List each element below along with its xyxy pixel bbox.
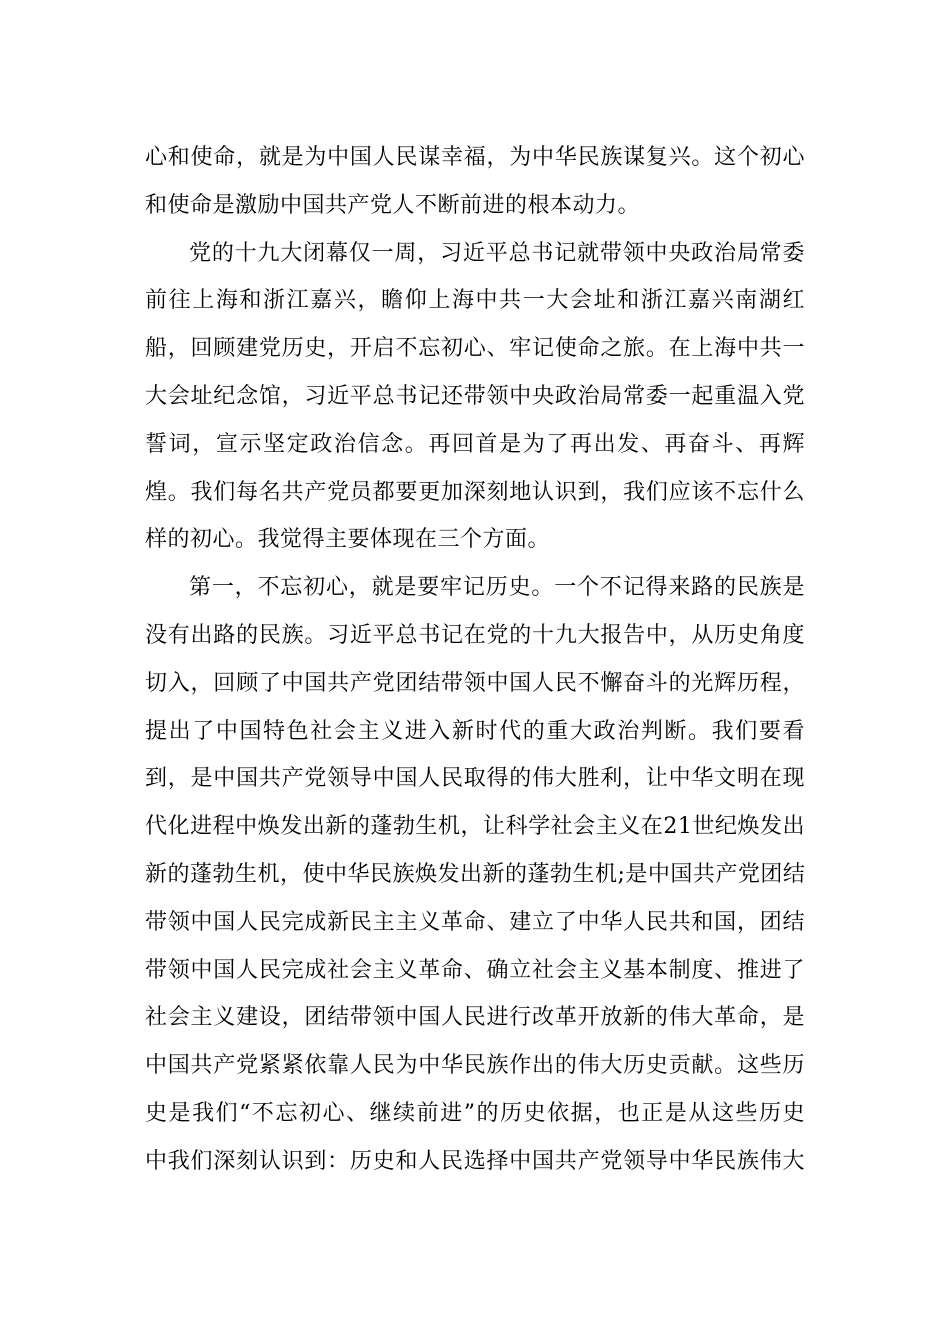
text-line: 史是我们“不忘初心、继续前进”的历史依据，也正是从这些历史 bbox=[145, 1100, 805, 1126]
text-line: 代化进程中焕发出新的蓬勃生机，让科学社会主义在21世纪焕发出 bbox=[145, 814, 805, 840]
text-line: 心和使命，就是为中国人民谋幸福，为中华民族谋复兴。这个初心 bbox=[145, 145, 805, 170]
text-line: 提出了中国特色社会主义进入新时代的重大政治判断。我们要看 bbox=[145, 718, 805, 744]
body-text bbox=[145, 134, 805, 1186]
text-line: 党的十九大闭幕仅一周，习近平总书记就带领中央政治局常委 bbox=[189, 240, 805, 266]
text-line: 前往上海和浙江嘉兴，瞻仰上海中共一大会址和浙江嘉兴南湖红 bbox=[145, 288, 805, 314]
text-line: 誓词，宣示坚定政治信念。再回首是为了再出发、再奋斗、再辉 bbox=[145, 431, 805, 457]
text-line: 新的蓬勃生机，使中华民族焕发出新的蓬勃生机;是中国共产党团结 bbox=[145, 861, 806, 887]
text-line: 带领中国人民完成社会主义革命、确立社会主义基本制度、推进了 bbox=[145, 957, 805, 983]
text-line: 大会址纪念馆，习近平总书记还带领中央政治局常委一起重温入党 bbox=[145, 383, 805, 409]
text-line: 中国共产党紧紧依靠人民为中华民族作出的伟大历史贡献。这些历 bbox=[145, 1053, 805, 1079]
text-line: 煌。我们每名共产党员都要更加深刻地认识到，我们应该不忘什么 bbox=[145, 479, 805, 505]
text-line: 没有出路的民族。习近平总书记在党的十九大报告中，从历史角度 bbox=[145, 622, 805, 648]
text-line: 社会主义建设，团结带领中国人民进行改革开放新的伟大革命，是 bbox=[145, 1005, 805, 1031]
text-line: 到，是中国共产党领导中国人民取得的伟大胜利，让中华文明在现 bbox=[145, 766, 805, 792]
text-line: 和使命是激励中国共产党人不断前进的根本动力。 bbox=[145, 192, 641, 218]
text-line: 样的初心。我觉得主要体现在三个方面。 bbox=[145, 527, 551, 553]
text-line: 切入，回顾了中国共产党团结带领中国人民不懈奋斗的光辉历程， bbox=[145, 670, 805, 696]
text-line: 带领中国人民完成新民主主义革命、建立了中华人民共和国，团结 bbox=[145, 909, 805, 935]
text-line: 船，回顾建党历史，开启不忘初心、牢记使命之旅。在上海中共一 bbox=[145, 336, 805, 362]
text-line: 第一，不忘初心，就是要牢记历史。一个不记得来路的民族是 bbox=[189, 575, 805, 601]
text-line: 中我们深刻认识到：历史和人民选择中国共产党领导中华民族伟大 bbox=[145, 1148, 805, 1174]
